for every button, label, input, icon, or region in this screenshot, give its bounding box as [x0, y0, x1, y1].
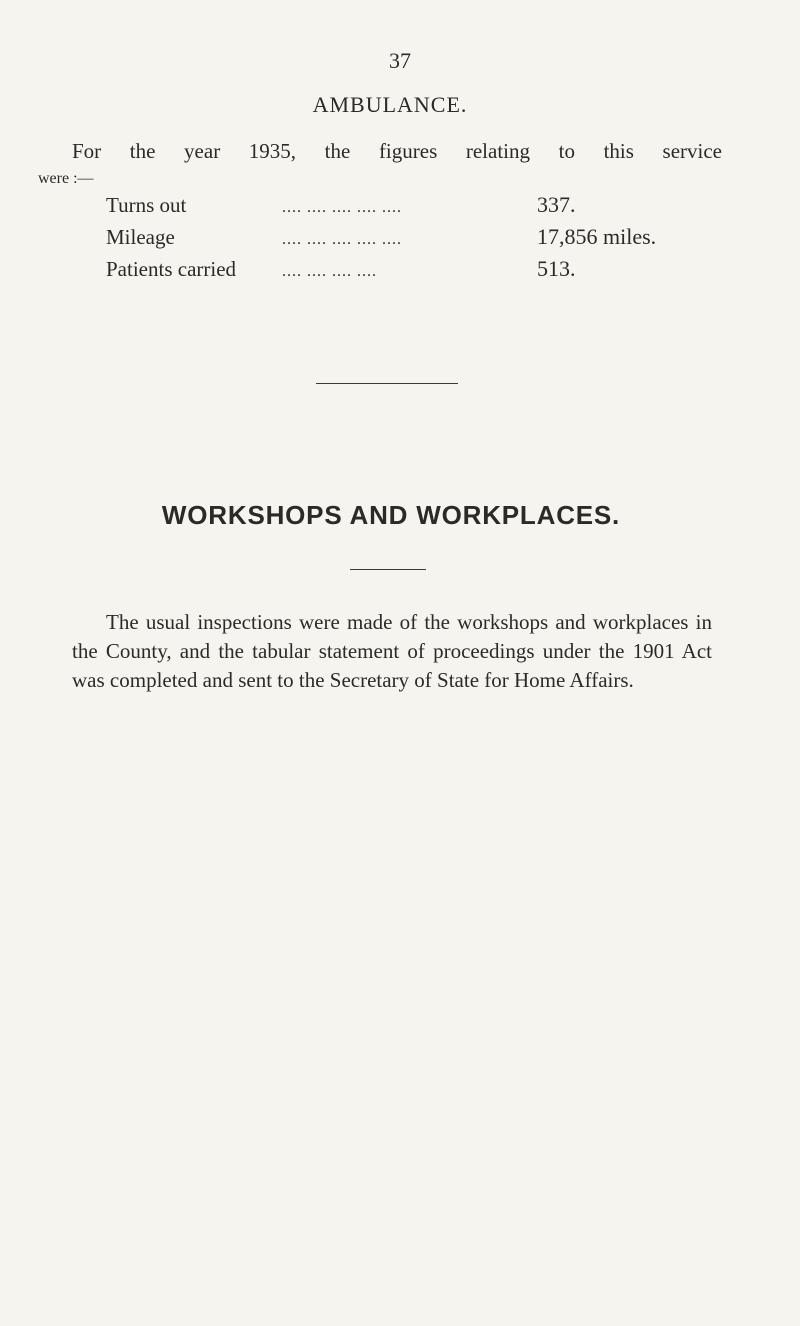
- stat-value: 17,856 miles.: [537, 224, 657, 249]
- stat-leader-dots: .... .... .... ....: [282, 263, 377, 280]
- ambulance-title: AMBULANCE.: [312, 92, 468, 117]
- stat-leader-dots: .... .... .... .... ....: [282, 199, 402, 216]
- heading-underline-rule: [350, 569, 426, 570]
- workshops-heading: WORKSHOPS AND WORKPLACES.: [161, 500, 621, 530]
- section-divider: [316, 383, 458, 384]
- stat-leader-dots: .... .... .... .... ....: [282, 231, 402, 248]
- stat-label: Mileage: [106, 225, 175, 249]
- intro-line-1: For the year 1935, the figures relating to this service: [72, 139, 722, 163]
- stat-row-patients-carried: [106, 256, 746, 288]
- stat-label: Turns out: [106, 193, 187, 217]
- stat-label: Patients carried: [106, 257, 237, 281]
- stat-value: 513.: [537, 256, 576, 281]
- ambulance-stats: [106, 192, 746, 288]
- page-number: 37: [389, 48, 411, 73]
- intro-line-2: were :—: [38, 170, 94, 187]
- workshops-paragraph: The usual inspections were made of the workshops and workplaces in the County, and the tabular statement of proceedings under the 1901 Act was completed and sent to the Secretary of State for Home Affairs.: [72, 610, 712, 692]
- stat-value: 337.: [537, 192, 576, 217]
- stat-row-mileage: [106, 224, 746, 256]
- stat-row-turns-out: [106, 192, 746, 224]
- ambulance-intro: [38, 138, 722, 192]
